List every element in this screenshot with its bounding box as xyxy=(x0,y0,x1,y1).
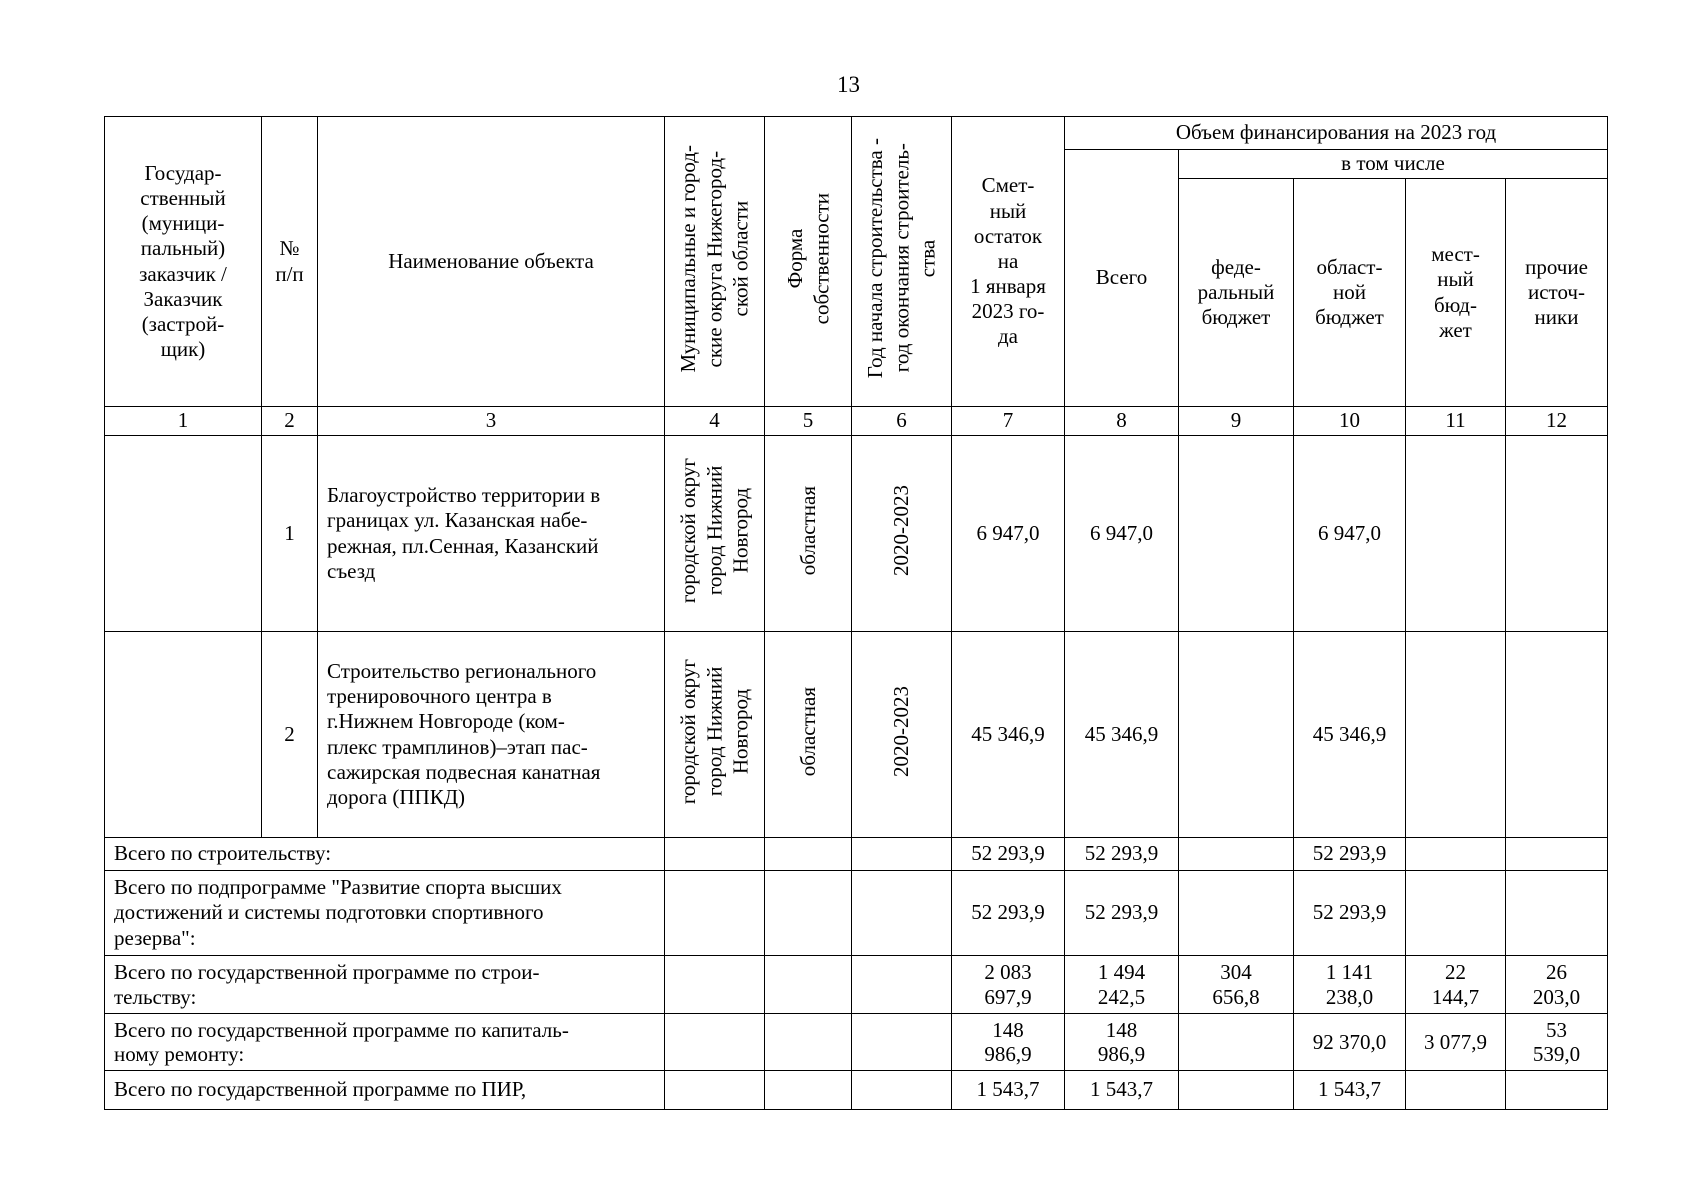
summary-empty xyxy=(765,1071,852,1110)
row-regional: 6 947,0 xyxy=(1294,436,1406,632)
summary-regional: 52 293,9 xyxy=(1294,838,1406,871)
row-total: 45 346,9 xyxy=(1065,632,1179,838)
summary-row xyxy=(105,871,1608,956)
header-remainder: Смет- ный остаток на 1 января 2023 го- да xyxy=(952,117,1065,407)
row-number: 2 xyxy=(262,632,318,838)
summary-empty xyxy=(852,1071,952,1110)
summary-local xyxy=(1406,1071,1506,1110)
row-remainder: 6 947,0 xyxy=(952,436,1065,632)
row-years-text: 2020-2023 xyxy=(889,484,914,576)
summary-local: 22 144,7 xyxy=(1406,956,1506,1014)
row-ownership xyxy=(765,632,852,838)
header-federal: феде- ральный бюджет xyxy=(1179,179,1294,407)
header-total: Всего xyxy=(1065,150,1179,407)
summary-remainder: 52 293,9 xyxy=(952,871,1065,956)
column-number: 11 xyxy=(1406,407,1506,436)
row-years-text: 2020-2023 xyxy=(889,685,914,777)
row-district xyxy=(665,632,765,838)
header-object-name: Наименование объекта xyxy=(318,117,665,407)
row-district-text: городской округ город Нижний Новгород xyxy=(676,658,753,804)
row-other xyxy=(1506,436,1608,632)
summary-regional: 52 293,9 xyxy=(1294,871,1406,956)
summary-local: 3 077,9 xyxy=(1406,1014,1506,1071)
table-row xyxy=(105,436,1608,632)
summary-row xyxy=(105,1014,1608,1071)
header-row-1 xyxy=(105,117,1608,150)
column-number: 2 xyxy=(262,407,318,436)
summary-remainder: 1 543,7 xyxy=(952,1071,1065,1110)
summary-row xyxy=(105,1071,1608,1110)
summary-other xyxy=(1506,871,1608,956)
column-number: 5 xyxy=(765,407,852,436)
summary-federal xyxy=(1179,1071,1294,1110)
column-number: 8 xyxy=(1065,407,1179,436)
column-number: 9 xyxy=(1179,407,1294,436)
row-ownership-text: областная xyxy=(795,686,820,776)
summary-local xyxy=(1406,838,1506,871)
summary-remainder: 2 083 697,9 xyxy=(952,956,1065,1014)
summary-other xyxy=(1506,838,1608,871)
summary-total: 52 293,9 xyxy=(1065,838,1179,871)
summary-remainder: 52 293,9 xyxy=(952,838,1065,871)
summary-total: 52 293,9 xyxy=(1065,871,1179,956)
summary-label: Всего по строительству: xyxy=(105,838,665,871)
header-regional: област- ной бюджет xyxy=(1294,179,1406,407)
summary-regional: 1 141 238,0 xyxy=(1294,956,1406,1014)
summary-other: 53 539,0 xyxy=(1506,1014,1608,1071)
row-ownership xyxy=(765,436,852,632)
table-row xyxy=(105,632,1608,838)
summary-remainder: 148 986,9 xyxy=(952,1014,1065,1071)
header-other: прочие источ- ники xyxy=(1506,179,1608,407)
row-object-name: Благоустройство территории в границах ул. Казанская набе- режная, пл.Сенная, Казанский съезд xyxy=(318,436,665,632)
row-years xyxy=(852,632,952,838)
row-local xyxy=(1406,436,1506,632)
summary-federal xyxy=(1179,838,1294,871)
header-number: № п/п xyxy=(262,117,318,407)
row-other xyxy=(1506,632,1608,838)
column-number: 7 xyxy=(952,407,1065,436)
row-total: 6 947,0 xyxy=(1065,436,1179,632)
summary-other: 26 203,0 xyxy=(1506,956,1608,1014)
summary-federal xyxy=(1179,871,1294,956)
header-ownership-text: Форма собственности xyxy=(782,192,833,325)
summary-empty xyxy=(852,871,952,956)
header-district xyxy=(665,117,765,407)
header-ownership xyxy=(765,117,852,407)
summary-label: Всего по государственной программе по ПИР, xyxy=(105,1071,665,1110)
summary-total: 1 543,7 xyxy=(1065,1071,1179,1110)
column-number: 12 xyxy=(1506,407,1608,436)
row-district-text: городской округ город Нижний Новгород xyxy=(676,457,753,603)
row-ownership-text: областная xyxy=(795,485,820,575)
column-number: 3 xyxy=(318,407,665,436)
row-regional: 45 346,9 xyxy=(1294,632,1406,838)
summary-empty xyxy=(665,1014,765,1071)
summary-federal xyxy=(1179,1014,1294,1071)
column-number: 1 xyxy=(105,407,262,436)
summary-empty xyxy=(852,956,952,1014)
column-number: 6 xyxy=(852,407,952,436)
summary-empty xyxy=(665,871,765,956)
summary-row xyxy=(105,956,1608,1014)
row-number: 1 xyxy=(262,436,318,632)
row-years xyxy=(852,436,952,632)
summary-empty xyxy=(765,871,852,956)
financing-table xyxy=(104,116,1608,1110)
row-federal xyxy=(1179,436,1294,632)
summary-empty xyxy=(665,956,765,1014)
summary-federal: 304 656,8 xyxy=(1179,956,1294,1014)
summary-total: 148 986,9 xyxy=(1065,1014,1179,1071)
row-object-name: Строительство регионального тренировочного центра в г.Нижнем Новгороде (ком- плекс трамплинов)–этап пас- сажирская подвесная канатная дорога (ППКД) xyxy=(318,632,665,838)
row-federal xyxy=(1179,632,1294,838)
summary-label: Всего по государственной программе по капиталь- ному ремонту: xyxy=(105,1014,665,1071)
summary-empty xyxy=(852,838,952,871)
summary-total: 1 494 242,5 xyxy=(1065,956,1179,1014)
summary-regional: 1 543,7 xyxy=(1294,1071,1406,1110)
header-years xyxy=(852,117,952,407)
summary-empty xyxy=(765,838,852,871)
summary-empty xyxy=(852,1014,952,1071)
header-including: в том числе xyxy=(1179,150,1608,179)
column-number: 4 xyxy=(665,407,765,436)
row-customer xyxy=(105,436,262,632)
summary-local xyxy=(1406,871,1506,956)
page-number: 13 xyxy=(837,72,860,97)
column-number: 10 xyxy=(1294,407,1406,436)
summary-row xyxy=(105,838,1608,871)
summary-empty xyxy=(665,838,765,871)
header-years-text: Год начала строительства - год окончания строитель- ства xyxy=(863,138,940,379)
summary-empty xyxy=(765,956,852,1014)
row-customer xyxy=(105,632,262,838)
summary-regional: 92 370,0 xyxy=(1294,1014,1406,1071)
header-district-text: Муниципальные и город- ские округа Нижегород- ской области xyxy=(676,144,753,373)
row-remainder: 45 346,9 xyxy=(952,632,1065,838)
summary-empty xyxy=(665,1071,765,1110)
row-local xyxy=(1406,632,1506,838)
summary-label: Всего по подпрограмме "Развитие спорта высших достижений и системы подготовки спортивного резерва": xyxy=(105,871,665,956)
summary-empty xyxy=(765,1014,852,1071)
summary-other xyxy=(1506,1071,1608,1110)
header-local: мест- ный бюд- жет xyxy=(1406,179,1506,407)
summary-label: Всего по государственной программе по строи- тельству: xyxy=(105,956,665,1014)
header-customer: Государ- ственный (муници- пальный) заказчик / Заказчик (застрой- щик) xyxy=(105,117,262,407)
column-number-row xyxy=(105,407,1608,436)
row-district xyxy=(665,436,765,632)
header-financing-group: Объем финансирования на 2023 год xyxy=(1065,117,1608,150)
